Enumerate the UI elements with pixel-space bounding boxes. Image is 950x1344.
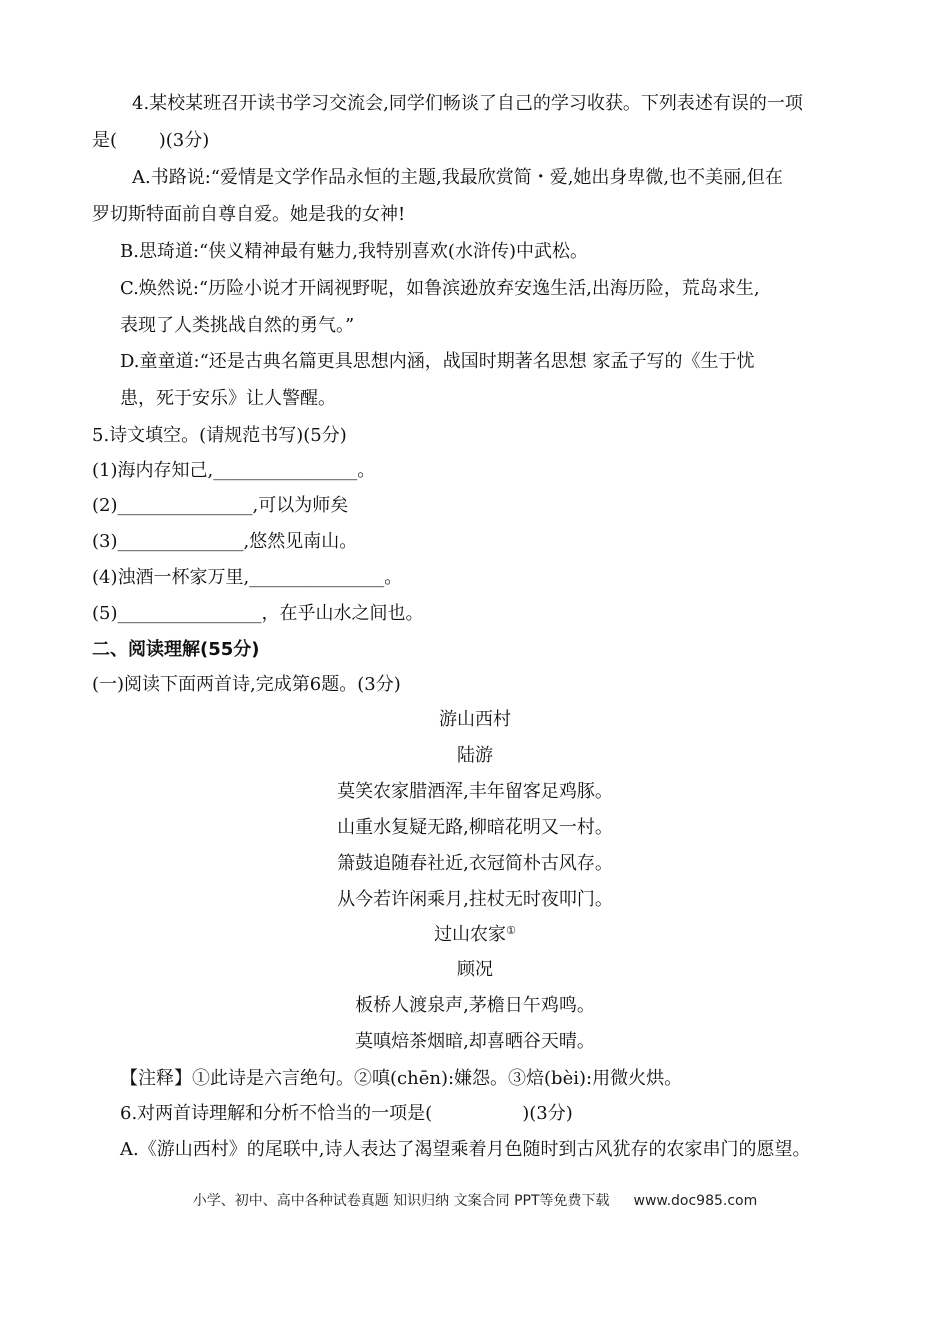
q4-option-b: B.思琦道:“侠义精神最有魅力,我特别喜欢(水浒传)中武松。 <box>120 241 588 262</box>
q5-item-4: (4)浊酒一杯家万里,_______________。 <box>92 567 403 588</box>
q4-option-d-line1: D.童童道:“还是古典名篇更具思想内涵，战国时期著名思想 家孟子写的《生于忧 <box>120 351 755 372</box>
q6-stem: 6.对两首诗理解和分析不恰当的一项是( )(3分) <box>120 1103 573 1124</box>
q4-option-c-line2: 表现了人类挑战自然的勇气。” <box>120 315 355 336</box>
poem1-line-4: 从今若许闲乘月,拄杖无时夜叩门。 <box>337 889 613 910</box>
q5-item-2: (2)_______________,可以为师矣 <box>92 495 349 516</box>
footer-text: 小学、初中、高中各种试卷真题 知识归纳 文案合同 PPT等免费下载 <box>192 1193 610 1209</box>
poem2-author: 顾况 <box>457 959 493 980</box>
q4-option-c-line1: C.焕然说:“历险小说才开阔视野呢，如鲁滨逊放弃安逸生活,出海历险，荒岛求生, <box>120 278 760 299</box>
q4-option-a-line2: 罗切斯特面前自尊自爱。她是我的女神! <box>92 204 406 225</box>
q4-stem-line1: 4.某校某班召开读书学习交流会,同学们畅谈了自己的学习收获。下列表述有误的一项 <box>132 93 803 114</box>
q6-option-a: A.《游山西村》的尾联中,诗人表达了渴望乘着月色随时到古风犹存的农家串门的愿望。 <box>120 1139 811 1160</box>
section-title: 二、阅读理解(55分) <box>92 639 260 660</box>
footer <box>0 1190 950 1210</box>
q5-item-5: (5)________________，在乎山水之间也。 <box>92 603 424 624</box>
poem1-line-1: 莫笑农家腊酒浑,丰年留客足鸡豚。 <box>337 781 613 802</box>
poem1-author: 陆游 <box>457 745 493 766</box>
q5-item-1: (1)海内存知己,________________。 <box>92 460 376 481</box>
q4-option-a-line1: A.书路说:“爱情是文学作品永恒的主题,我最欣赏简・爱,她出身卑微,也不美丽,但在 <box>132 167 783 188</box>
annotation-note: 【注释】①此诗是六言绝句。②嗔(chēn):嫌怨。③焙(bèi):用微火烘。 <box>120 1068 683 1089</box>
poem1-line-3: 箫鼓追随春社近,衣冠简朴古风存。 <box>337 853 613 874</box>
poem2-line-2: 莫嗔焙茶烟暗,却喜晒谷天晴。 <box>355 1031 595 1052</box>
poem2-line-1: 板桥人渡泉声,茅檐日午鸡鸣。 <box>355 995 595 1016</box>
section-subtitle: (一)阅读下面两首诗,完成第6题。(3分) <box>92 674 401 695</box>
poem2-title: 过山农家 <box>434 924 507 945</box>
q4-stem-line2: 是( )(3分) <box>92 130 210 151</box>
q5-stem: 5.诗文填空。(请规范书写)(5分) <box>92 425 347 446</box>
footer-url: www.doc985.com <box>633 1193 758 1209</box>
poem2-title-line <box>0 923 950 947</box>
poem1-line-2: 山重水复疑无路,柳暗花明又一村。 <box>337 817 613 838</box>
q5-item-3: (3)______________,悠然见南山。 <box>92 531 358 552</box>
poem1-title: 游山西村 <box>439 709 511 730</box>
poem2-title-note: ① <box>506 924 516 937</box>
q4-option-d-line2: 患，死于安乐》让人警醒。 <box>120 388 336 409</box>
